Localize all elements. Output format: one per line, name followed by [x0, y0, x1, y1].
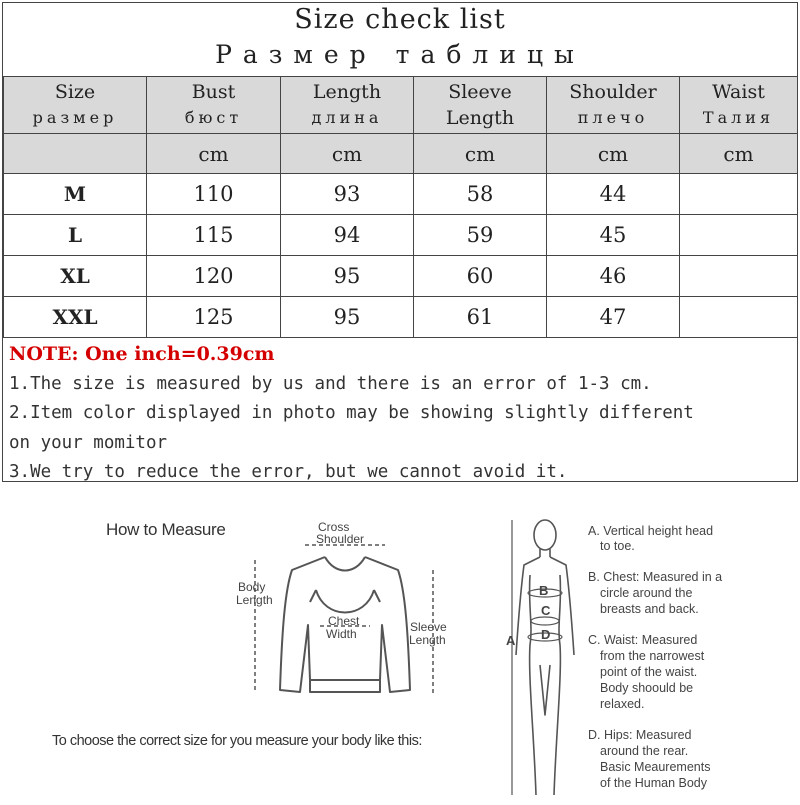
table-cell: 60: [414, 256, 547, 297]
chest-label: Chest: [328, 614, 360, 628]
unit-row: [4, 134, 798, 174]
table-row: [4, 215, 798, 256]
how-to-measure-section: [0, 490, 800, 800]
marker-b: B: [539, 583, 549, 598]
col-header-waist: Waist Талия: [680, 77, 798, 134]
table-cell: 61: [414, 297, 547, 338]
note-heading: NOTE: One inch=0.39cm: [9, 343, 275, 365]
table-cell: [680, 256, 798, 297]
cross-label: Cross: [318, 520, 350, 534]
col-header-length: Length длина: [281, 77, 414, 134]
legend-d-line1: D. Hips: Measured: [588, 728, 692, 742]
table-cell: 45: [547, 215, 680, 256]
shoulder-label: Shoulder: [316, 532, 365, 546]
notes-block: [9, 340, 795, 488]
table-cell: 46: [547, 256, 680, 297]
sleeve-label: Sleeve: [410, 620, 447, 634]
unit-cell: [4, 134, 147, 174]
size-cell: XL: [4, 256, 147, 297]
legend-d-line2: around the rear.: [600, 744, 689, 758]
table-cell: 125: [147, 297, 281, 338]
legend-b-line2: circle around the: [600, 586, 693, 600]
body-length-label: Length: [236, 593, 273, 607]
table-cell: 47: [547, 297, 680, 338]
width-label: Width: [326, 627, 357, 641]
unit-cell: cm: [147, 134, 281, 174]
unit-cell: cm: [680, 134, 798, 174]
body-figure: [500, 515, 590, 805]
table-row: [4, 256, 798, 297]
legend-d-line4: of the Human Body: [600, 776, 708, 790]
table-cell: 95: [281, 297, 414, 338]
table-cell: 94: [281, 215, 414, 256]
legend-a-line2: to toe.: [600, 539, 635, 553]
note-line: 2.Item color displayed in photo may be showing slightly different: [9, 403, 694, 423]
legend-a-line1: A. Vertical height head: [588, 524, 714, 538]
table-cell: 120: [147, 256, 281, 297]
table-cell: 44: [547, 174, 680, 215]
marker-d: D: [541, 627, 551, 642]
title-russian: Размер таблицы: [215, 40, 585, 69]
title-english: Size check list: [294, 4, 506, 35]
table-cell: [680, 297, 798, 338]
size-table: [3, 76, 798, 338]
table-row: [4, 174, 798, 215]
sleeve-length-label: Length: [409, 633, 446, 647]
table-cell: 58: [414, 174, 547, 215]
note-line: 3.We try to reduce the error, but we cannot avoid it.: [9, 462, 568, 482]
table-cell: 115: [147, 215, 281, 256]
table-cell: 110: [147, 174, 281, 215]
legend-b-line3: breasts and back.: [600, 602, 699, 616]
unit-cell: cm: [547, 134, 680, 174]
col-header-bust: Bust бюст: [147, 77, 281, 134]
size-chart: [2, 2, 798, 482]
instruction-text: To choose the correct size for you measure your body like this:: [52, 733, 422, 749]
legend-c-line5: relaxed.: [600, 697, 645, 711]
legend-c-line4: Body shoould be: [600, 681, 694, 695]
legend-c-line1: C. Waist: Measured: [588, 633, 698, 647]
col-header-sleeve: Sleeve Length: [414, 77, 547, 134]
how-to-measure-title: How to Measure: [106, 520, 226, 539]
table-cell: 95: [281, 256, 414, 297]
legend-c-line3: point of the waist.: [600, 665, 698, 679]
legend-b-line1: B. Chest: Measured in a: [588, 570, 723, 584]
size-cell: L: [4, 215, 147, 256]
size-cell: XXL: [4, 297, 147, 338]
col-header-size: Size размер: [4, 77, 147, 134]
marker-a: A: [506, 633, 516, 648]
marker-c: C: [541, 603, 551, 618]
table-cell: [680, 174, 798, 215]
legend-c-line2: from the narrowest: [600, 649, 705, 663]
legend-d-line3: Basic Meaurements: [600, 760, 711, 774]
size-cell: M: [4, 174, 147, 215]
table-cell: 59: [414, 215, 547, 256]
table-row: [4, 297, 798, 338]
note-line: 1.The size is measured by us and there is an error of 1-3 cm.: [9, 373, 652, 394]
unit-cell: cm: [414, 134, 547, 174]
note-line: on your momitor: [9, 432, 168, 453]
header-row: [4, 77, 798, 134]
table-cell: [680, 215, 798, 256]
col-header-shoulder: Shoulder плечо: [547, 77, 680, 134]
table-cell: 93: [281, 174, 414, 215]
unit-cell: cm: [281, 134, 414, 174]
body-label: Body: [238, 580, 266, 594]
